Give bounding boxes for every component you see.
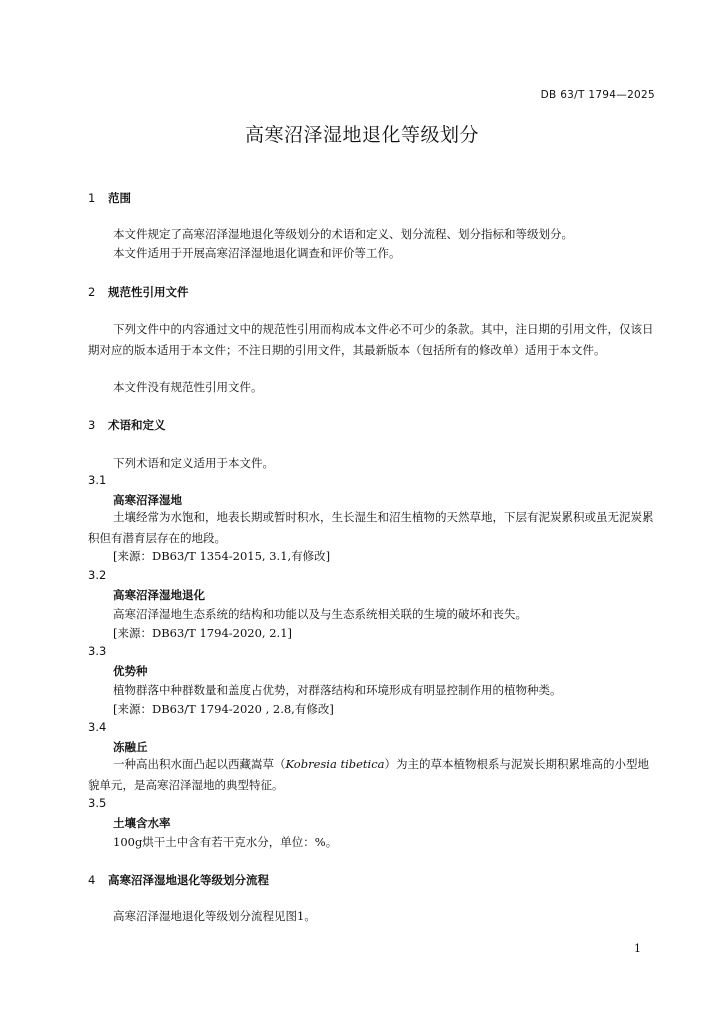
- term-title: 土壤含水率: [113, 816, 171, 830]
- section-title: 高寒沼泽湿地退化等级划分流程: [108, 873, 269, 887]
- term-title: 高寒沼泽湿地退化: [113, 588, 205, 602]
- species-name: Kobresia tibetica: [285, 757, 385, 771]
- term-source: [来源：DB63/T 1794-2020, 2.1]: [113, 626, 292, 640]
- paragraph: 下列术语和定义适用于本文件。: [113, 456, 274, 470]
- clause-number: 3.4: [88, 720, 107, 734]
- term-title: 高寒沼泽湿地: [113, 493, 182, 507]
- clause-number: 3.2: [88, 568, 107, 582]
- section-number: 3: [88, 418, 96, 432]
- section-number: 1: [88, 191, 96, 205]
- paragraph: 高寒沼泽湿地退化等级划分流程见图1。: [113, 909, 316, 923]
- section-4-heading: [88, 872, 269, 888]
- term-definition: 植物群落中种群数量和盖度占优势，对群落结构和环境形成有明显控制作用的植物种类。: [113, 683, 562, 697]
- section-title: 范围: [108, 191, 131, 205]
- paragraph: 本文件没有规范性引用文件。: [113, 380, 263, 394]
- term-title: 优势种: [113, 664, 148, 678]
- term-definition: 100g烘干土中含有若干克水分，单位：%。: [113, 835, 338, 849]
- term-definition: [88, 754, 656, 796]
- section-title: 规范性引用文件: [108, 285, 189, 299]
- section-number: 2: [88, 285, 96, 299]
- term-title: 冻融丘: [113, 740, 148, 754]
- term-definition: 高寒沼泽湿地生态系统的结构和功能以及与生态系统相关联的生境的破坏和丧失。: [113, 607, 527, 621]
- paragraph: 本文件适用于开展高寒沼泽湿地退化调查和评价等工作。: [113, 246, 401, 260]
- clause-number: 3.3: [88, 644, 107, 658]
- section-number: 4: [88, 873, 96, 887]
- standard-code: DB 63/T 1794—2025: [540, 89, 655, 101]
- term-source: [来源：DB63/T 1794-2020 , 2.8,有修改]: [113, 702, 334, 716]
- paragraph: 下列文件中的内容通过文中的规范性引用而构成本文件必不可少的条款。其中，注日期的引用文件，仅该日期对应的版本适用于本文件；不注日期的引用文件，其最新版本（包括所有的修改单）适用于本文件。: [88, 322, 654, 357]
- page-number: 1: [634, 942, 641, 955]
- clause-number: 3.1: [88, 473, 107, 487]
- definition-text: 一种高出积水面凸起以西藏嵩草（: [113, 757, 286, 771]
- term-source: [来源：DB63/T 1354-2015, 3.1,有修改]: [113, 549, 331, 563]
- definition-text: ）为主的草本植物根系与泥炭长期积累堆高的小型地貌单元，是高寒沼泽湿地的典型特征。: [88, 757, 650, 792]
- section-2-heading: [88, 284, 189, 300]
- document-title: 高寒沼泽湿地退化等级划分: [244, 124, 479, 146]
- term-definition: 土壤经常为水饱和，地表长期或暂时积水，生长湿生和沼生植物的天然草地，下层有泥炭累积或虽无泥炭累积但有潜育层存在的地段。: [88, 510, 654, 545]
- section-1-heading: [88, 190, 131, 206]
- section-title: 术语和定义: [108, 418, 166, 432]
- clause-number: 3.5: [88, 796, 107, 810]
- paragraph: 本文件规定了高寒沼泽湿地退化等级划分的术语和定义、划分流程、划分指标和等级划分。: [113, 227, 573, 241]
- section-3-heading: [88, 417, 166, 433]
